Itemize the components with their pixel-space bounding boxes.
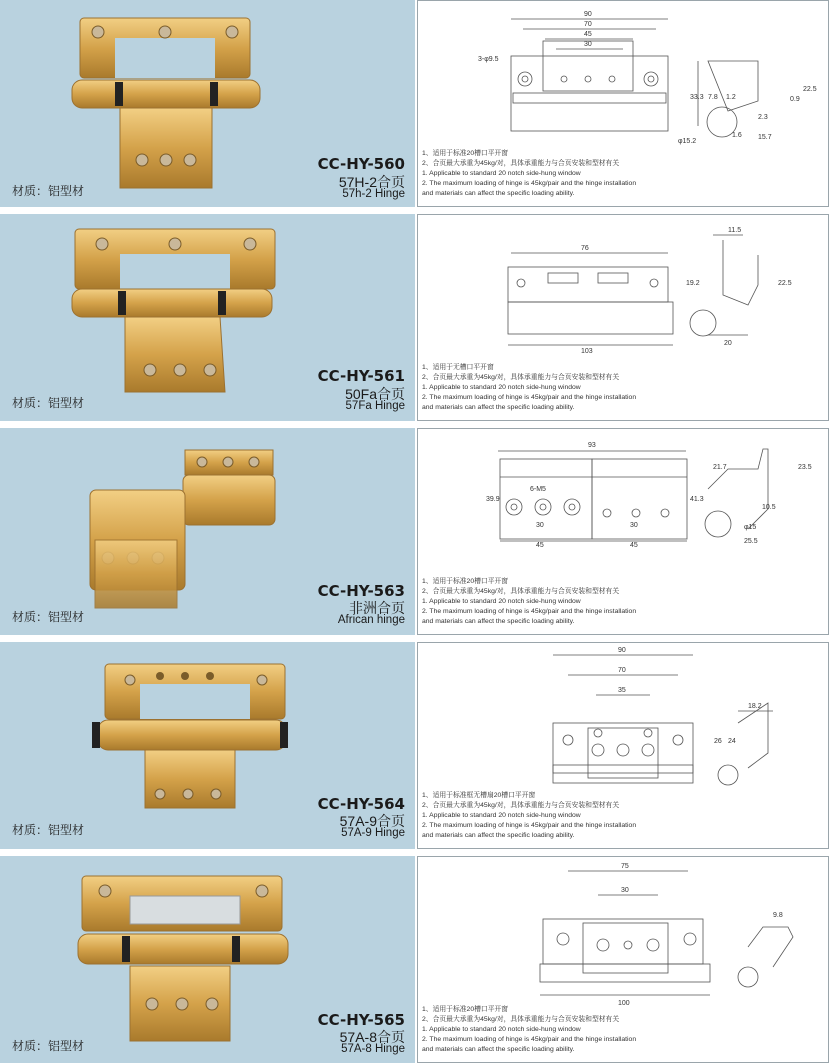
dim-0-9: 0.9 xyxy=(790,96,800,103)
notes xyxy=(422,1005,636,1055)
dim-35: 35 xyxy=(618,687,626,694)
note-line: 1. Applicable to standard 20 notch side-hung window xyxy=(422,598,581,605)
note-line: 2. The maximum loading of hinge is 45kg/pair and the hinge installation xyxy=(422,608,637,615)
product-photo-panel xyxy=(0,642,415,849)
product-name-en: African hinge xyxy=(337,614,405,626)
product-name-cn: 非洲合页 xyxy=(349,600,405,616)
technical-drawing-panel xyxy=(417,642,829,849)
product-row-565 xyxy=(0,856,831,1063)
note-line: 1. Applicable to standard 20 notch side-hung window xyxy=(422,1026,581,1033)
technical-drawing-panel xyxy=(417,214,829,421)
product-code: CC-HY-564 xyxy=(317,795,405,813)
technical-drawing-panel xyxy=(417,428,829,635)
dim-30: 30 xyxy=(584,41,592,48)
product-row-561 xyxy=(0,214,831,421)
note-line: 2、合页最大承重为45kg/对，具体承重能力与合页安装和型材有关 xyxy=(422,588,620,595)
product-code: CC-HY-560 xyxy=(317,155,405,173)
dim-1-2: 1.2 xyxy=(726,94,736,101)
dim-45: 45 xyxy=(584,31,592,38)
dim-103: 103 xyxy=(581,348,593,355)
dim-1-6: 1.6 xyxy=(732,132,742,139)
dim-45-right: 45 xyxy=(630,542,638,549)
note-line: 1. Applicable to standard 20 notch side-hung window xyxy=(422,384,581,391)
material-label: 材质：铝型材 xyxy=(12,184,85,198)
note-line: and materials can affect the specific loading ability. xyxy=(422,190,575,197)
note-line: and materials can affect the specific loading ability. xyxy=(422,832,575,839)
dim-20: 20 xyxy=(724,340,732,347)
note-line: 2. The maximum loading of hinge is 45kg/pair and the hinge installation xyxy=(422,822,637,829)
note-line: 2、合页最大承重为45kg/对，具体承重能力与合页安装和型材有关 xyxy=(422,802,620,809)
dim-21-7: 21.7 xyxy=(713,464,727,471)
note-line: 2. The maximum loading of hinge is 45kg/pair and the hinge installation xyxy=(422,394,637,401)
dim-100: 100 xyxy=(618,1000,630,1007)
material-label: 材质：铝型材 xyxy=(12,1039,85,1053)
note-line: and materials can affect the specific loading ability. xyxy=(422,1046,575,1053)
note-line: 2. The maximum loading of hinge is 45kg/pair and the hinge installation xyxy=(422,180,637,187)
product-code: CC-HY-565 xyxy=(317,1011,405,1029)
dim-90: 90 xyxy=(584,11,592,18)
note-line: 1、适用于无槽口平开窗 xyxy=(422,364,494,371)
dim-23-5: 23.5 xyxy=(798,464,812,471)
product-photo-panel xyxy=(0,428,415,635)
note-line: 1、适用于标准20槽口平开窗 xyxy=(422,150,509,157)
dim-45-left: 45 xyxy=(536,542,544,549)
dim-30-left: 30 xyxy=(536,522,544,529)
notes xyxy=(422,149,636,199)
dim-22-5: 22.5 xyxy=(803,86,817,93)
dim-15-7: 15.7 xyxy=(758,134,772,141)
note-line: 2、合页最大承重为45kg/对，具体承重能力与合页安装和型材有关 xyxy=(422,160,620,167)
dim-25-5: 25.5 xyxy=(744,538,758,545)
product-name-cn: 57A-8合页 xyxy=(339,1029,405,1045)
dim-30: 30 xyxy=(621,887,629,894)
dim-6-m5: 6-M5 xyxy=(530,486,546,493)
dim-10-5: 10.5 xyxy=(762,504,776,511)
note-line: 1、适用于标准20槽口平开窗 xyxy=(422,578,509,585)
dim-7-8: 7.8 xyxy=(708,94,718,101)
dim-90: 90 xyxy=(618,647,626,654)
dim-93: 93 xyxy=(588,442,596,449)
note-line: and materials can affect the specific loading ability. xyxy=(422,404,575,411)
product-row-564 xyxy=(0,642,831,849)
product-row-560 xyxy=(0,0,831,207)
product-name-en: 57A-8 Hinge xyxy=(341,1043,405,1055)
dim-30-right: 30 xyxy=(630,522,638,529)
product-code: CC-HY-561 xyxy=(317,367,405,385)
notes xyxy=(422,791,636,841)
dim-76: 76 xyxy=(581,245,589,252)
dim-22-5: 22.5 xyxy=(778,280,792,287)
note-line: 2、合页最大承重为45kg/对，具体承重能力与合页安装和型材有关 xyxy=(422,374,620,381)
note-line: 2、合页最大承重为45kg/对，具体承重能力与合页安装和型材有关 xyxy=(422,1016,620,1023)
dim-2-3: 2.3 xyxy=(758,114,768,121)
notes xyxy=(422,577,636,627)
note-line: 1. Applicable to standard 20 notch side-hung window xyxy=(422,170,581,177)
product-photo-panel xyxy=(0,856,415,1063)
dim-41-3: 41.3 xyxy=(690,496,704,503)
dim-75: 75 xyxy=(621,863,629,870)
dim-phi15-2: φ15.2 xyxy=(678,138,697,145)
product-photo-panel xyxy=(0,214,415,421)
dim-18-2: 18.2 xyxy=(748,703,762,710)
product-name-en: 57h-2 Hinge xyxy=(342,188,405,200)
dim-9-8: 9.8 xyxy=(773,912,783,919)
note-line: 1、适用于标准20槽口平开窗 xyxy=(422,1006,509,1013)
product-name-cn: 50Fa合页 xyxy=(345,386,405,402)
dim-phi15: φ15 xyxy=(744,524,757,531)
material-label: 材质：铝型材 xyxy=(12,823,85,837)
notes xyxy=(422,363,636,413)
note-line: 2. The maximum loading of hinge is 45kg/pair and the hinge installation xyxy=(422,1036,637,1043)
dim-39-9: 39.9 xyxy=(486,496,500,503)
product-name-cn: 57H-2合页 xyxy=(338,174,405,190)
note-line: 1. Applicable to standard 20 notch side-hung window xyxy=(422,812,581,819)
dim-26: 26 xyxy=(714,738,722,745)
note-line: and materials can affect the specific loading ability. xyxy=(422,618,575,625)
material-label: 材质：铝型材 xyxy=(12,610,85,624)
product-name-cn: 57A-9合页 xyxy=(339,813,405,829)
product-row-563 xyxy=(0,428,831,635)
material-label: 材质：铝型材 xyxy=(12,396,85,410)
technical-drawing-panel xyxy=(417,0,829,207)
product-code: CC-HY-563 xyxy=(317,582,405,600)
dim-70: 70 xyxy=(584,21,592,28)
technical-drawing-panel xyxy=(417,856,829,1063)
note-line: 1、适用于标准框无槽扇20槽口平开窗 xyxy=(422,792,536,799)
dim-19-2: 19.2 xyxy=(686,280,700,287)
dim-70: 70 xyxy=(618,667,626,674)
dim-11-5: 11.5 xyxy=(728,227,742,234)
dim-holes: 3-φ9.5 xyxy=(478,56,499,63)
dim-24: 24 xyxy=(728,738,736,745)
dim-33: 33.3 xyxy=(690,94,704,101)
product-name-en: 57Fa Hinge xyxy=(345,400,405,412)
product-photo-panel xyxy=(0,0,415,207)
product-name-en: 57A-9 Hinge xyxy=(341,827,405,839)
